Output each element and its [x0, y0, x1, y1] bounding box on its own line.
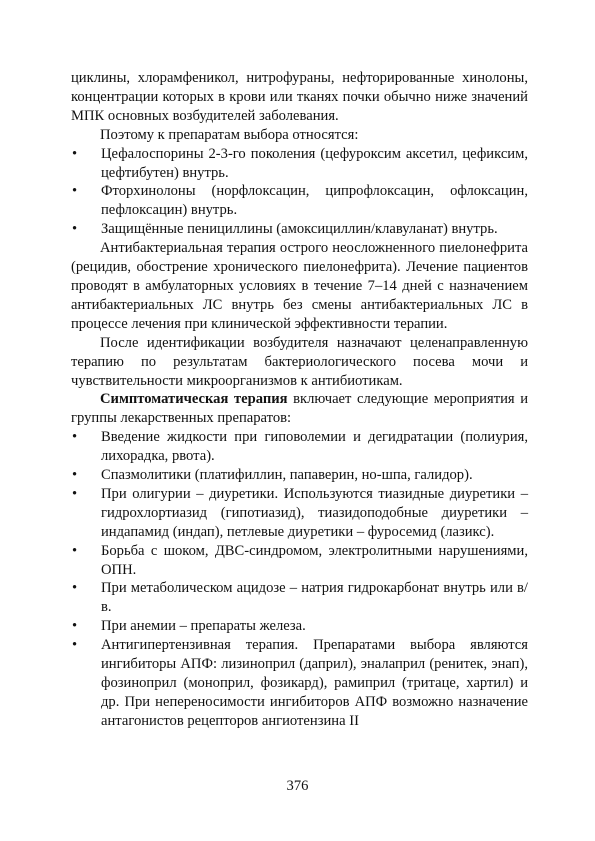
list-item [71, 466, 528, 485]
list-item [71, 636, 528, 731]
drugs-of-choice-list [71, 145, 528, 240]
paragraph-targeted-therapy: После идентификации возбудителя назначают целенаправленную терапию по результатам бактериологического посева мочи и чувствительности микроорганизмов к антибиотикам. [71, 334, 528, 389]
paragraph-symptomatic-therapy [71, 390, 528, 428]
symptomatic-therapy-text: включает следующие мероприятия и группы лекарственных препаратов: [71, 391, 529, 427]
bullet-icon: • [72, 618, 78, 635]
list-item-text: Цефалоспорины 2-3-го поколения (цефуроксим аксетил, цефиксим, цефтибутен) внутрь. [101, 145, 528, 181]
paragraph-antibacterial-therapy: Антибактериальная терапия острого неосложненного пиелонефрита (рецидив, обострение хронического пиелонефрита). Лечение пациентов проводят в амбулаторных условиях в течение 7–14 дней с назначением антибактериальных ЛС внутрь без смены антибактериальных ЛС в процессе лечения при клинической эффективности терапии. [71, 240, 528, 332]
list-item-text: При анемии – препараты железа. [101, 618, 306, 635]
list-item [71, 182, 528, 220]
list-item-text: Антигипертензивная терапия. Препаратами выбора являются ингибиторы АПФ: лизиноприл (даприл), эналаприл (ренитек, энап), фозиноприл (моноприл, фозикард), рамиприл (тритаце, хартил) и др. При непереносимости ингибиторов АПФ возможно назначение антагонистов рецепторов ангиотензина II [101, 637, 528, 729]
list-item-text: При метаболическом ацидозе – натрия гидрокарбонат внутрь или в/в. [101, 580, 528, 616]
bullet-icon: • [72, 221, 78, 238]
bullet-icon: • [72, 637, 78, 654]
list-item [71, 428, 528, 466]
list-item [71, 542, 528, 580]
paragraph-drugs-of-choice: Поэтому к препаратам выбора относятся: [100, 126, 359, 143]
bullet-icon: • [72, 183, 78, 200]
list-item [71, 220, 528, 239]
bullet-icon: • [72, 145, 78, 162]
bullet-icon: • [72, 467, 78, 484]
paragraph-intro: циклины, хлорамфеникол, нитрофураны, нефторированные хинолоны, концентрации которых в крови или тканях почки обычно ниже значений МПК основных возбудителей заболевания. [71, 70, 528, 124]
list-item-text: Введение жидкости при гиповолемии и дегидратации (полиурия, лихорадка, рвота). [101, 429, 528, 465]
list-item-text: Фторхинолоны (норфлоксацин, ципрофлоксацин, офлоксацин, пефлоксацин) внутрь. [101, 183, 528, 219]
list-item [71, 485, 528, 542]
list-item [71, 145, 528, 183]
list-item-text: Борьба с шоком, ДВС-синдромом, электролитными нарушениями, ОПН. [101, 542, 528, 578]
page-number: 376 [286, 778, 309, 794]
list-item-text: Защищённые пенициллины (амоксициллин/клавуланат) внутрь. [101, 221, 498, 238]
bullet-icon: • [72, 542, 78, 559]
bullet-icon: • [72, 485, 78, 502]
list-item [71, 617, 528, 636]
list-item-text: Спазмолитики (платифиллин, папаверин, но-шпа, галидор). [101, 467, 473, 484]
symptomatic-therapy-heading: Симптоматическая терапия [100, 391, 288, 408]
list-item-text: При олигурии – диуретики. Используются тиазидные диуретики – гидрохлортиазид (гипотиазид), тиазидоподобные диуретики – индапамид (индап), петлевые диуретики – фуросемид (лазикс). [101, 485, 528, 540]
symptomatic-therapy-list [71, 428, 528, 731]
list-item [71, 579, 528, 617]
bullet-icon: • [72, 429, 78, 446]
bullet-icon: • [72, 580, 78, 597]
document-page [71, 69, 528, 731]
